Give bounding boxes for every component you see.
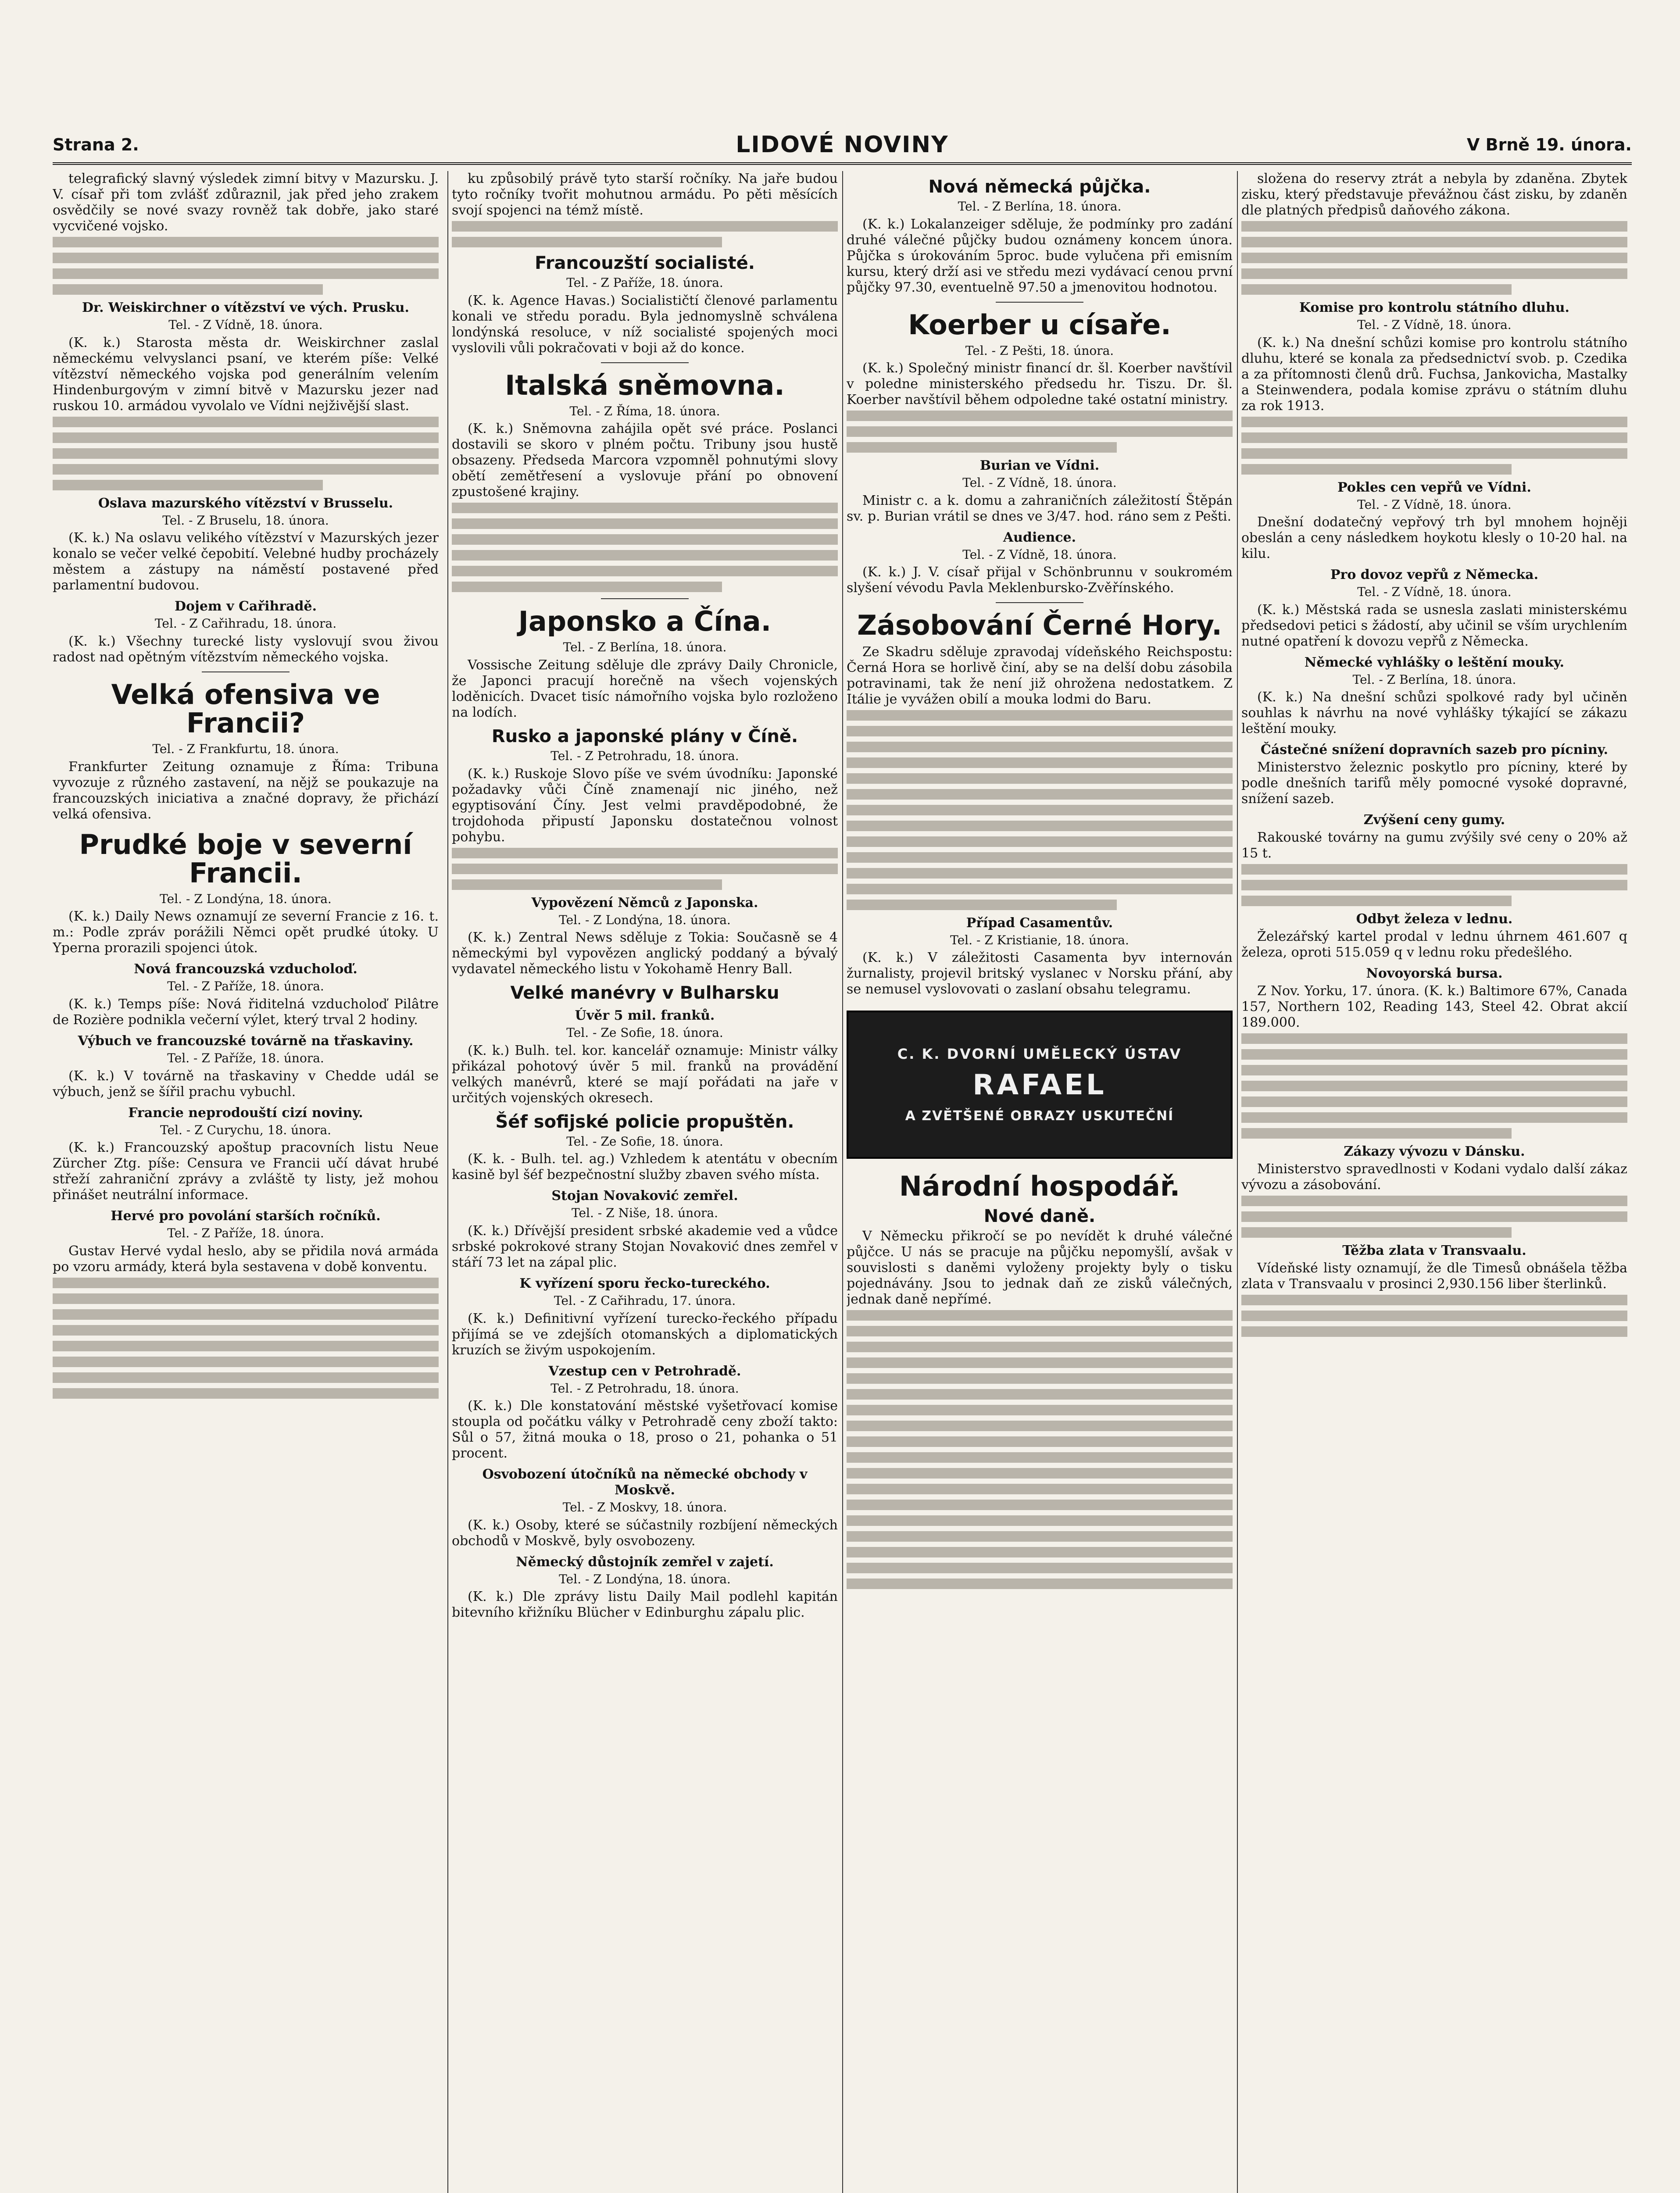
column-1 [53,171,439,2193]
page-number: Strana 2. [53,135,139,154]
article-title: Pokles cen vepřů ve Vídni. [1337,479,1531,495]
article-text: (K. k.) Sněmovna zahájila opět své práce. Poslanci dostavili se skoro v plném počtu. Tribuny jsou hustě obsazeny. Předseda Marcora vzpomněl pohnutými slovy obětí zemětřesení a vyslovuje přání po obnovení zpustošené krajiny. [452,421,838,500]
article-title: Osvobození útočníků na německé obchody v Moskvě. [482,1467,808,1498]
article-title: Těžba zlata v Transvaalu. [1342,1243,1526,1259]
headline: Japonsko a Čína. [518,605,772,638]
dateline: Tel. - Z Vídně, 18. února. [962,475,1117,490]
column-2 [452,171,838,2193]
article-text: (K. k. Agence Havas.) Socialističtí členové parlamentu konali ve středu poradu. Byla jednomyslně schválena londýnská resoluce, v níž socialisté spojených moci vyslovili vůli pokračovati v boji až do konce. [452,293,838,356]
newspaper-title: LIDOVÉ NOVINY [736,132,949,158]
article-text: (K. k.) Francouzský apoštup pracovních listu Neue Zürcher Ztg. píše: Censura ve Francii učí dávat hrubé střeží zahraniční zprávy a zvláště ty listy, jež mohou přinášet neutrální informace. [53,1140,439,1203]
article-text: (K. k.) V továrně na třaskaviny v Chedde udál se výbuch, jenž se šířil prachu vybuchl. [53,1068,439,1100]
article-text: (K. k.) V záležitosti Casamenta byv internován žurnalisty, projevil britský vyslanec v Norsku přání, aby se nemusel vyslovovati o zaslaní obsahu telegramu. [847,950,1233,997]
article-title: Stojan Novaković zemřel. [551,1188,738,1204]
article-text: Dnešní dodatečný vepřový trh byl mnohem hojněji obeslán a ceny následkem hoykotu klesly o 10-20 hal. na kilu. [1241,514,1627,562]
article-title: Francie neprodouští cizí noviny. [128,1105,363,1121]
article-title: Francouzští socialisté. [535,253,755,273]
article-text: (K. k.) Definitivní vyřízení turecko-řeckého případu přijímá se ve zdejších otomanských a diplomatických kruzích se živým uspokojením. [452,1311,838,1358]
article-text: (K. k. - Bulh. tel. ag.) Vzhledem k atentátu v obecním kasině byl šéf bezpečnostní služby zbaven svého místa. [452,1151,838,1183]
article-title: Hervé pro povolání starších ročníků. [111,1208,381,1224]
article-text: (K. k.) Dřívější president srbské akademie ved a vůdce srbské pokrokové strany Stojan Novaković dnes zemřel v stáří 73 let na zápal plic. [452,1223,838,1270]
article-text: (K. k.) Dle zprávy listu Daily Mail podlehl kapitán bitevního křižníku Blücher v Edinburghu zápalu plic. [452,1589,838,1621]
article-title: Odbyt železa v lednu. [1356,911,1513,927]
dateline: Tel. - Z Berlína, 18. února. [563,640,727,655]
article-text: (K. k.) Daily News oznamují ze severní Francie z 16. t. m.: Podle zpráv porážili Němci opět prudké útoky. U Yperna prorazili spojenci útok. [53,909,439,956]
headline: Velká ofensiva ve Francii? [111,678,380,739]
issue-date: V Brně 19. února. [1467,135,1632,154]
article-text: (K. k.) J. V. císař přijal v Schönbrunnu v soukromém slyšení vévodu Pavla Meklenbursko-Zvěřínského. [847,564,1233,596]
dateline: Tel. - Z Bruselu, 18. února. [162,513,329,528]
article-title: Oslava mazurského vítězství v Brusselu. [98,495,393,511]
article-subtitle: Úvěr 5 mil. franků. [575,1008,715,1024]
dateline: Tel. - Z Londýna, 18. února. [559,1572,731,1586]
article-text: (K. k.) Lokalanzeiger sděluje, že podmínky pro zadání druhé válečné půjčky budou oznámeny koncem února. Půjčka s úrokováním 5proc. bude vylučena při emisním kursu, který drží asi ve středu mezi vydávací cenou první půjčky 97.30, eventuelně 97.50 a jmenovitou hodnotou. [847,216,1233,295]
dateline: Tel. - Z Říma, 18. února. [569,404,720,418]
article-title: Zvýšení ceny gumy. [1363,812,1505,828]
article-text: (K. k.) Na oslavu velikého vítězství v Mazurských jezer konalo se večer velké čepobití. Velebné hudby procházely městem a zástupy na náměstí postavené před parlamentní budovou. [53,530,439,593]
article-title: Velké manévry v Bulharsku [510,983,779,1004]
article-text: (K. k.) Společný ministr financí dr. šl. Koerber navštívil v poledne ministerského předsedu hr. Tiszu. Dr. šl. Koerber navštívil během odpoledne také ostatní ministry. [847,361,1233,408]
article-text: Vossische Zeitung sděluje dle zprávy Daily Chronicle, že Japonci pracují horečně na všech vojenských loděnicích. Dvacet tisíc námořního vojska bylo rozloženo na lodích. [452,657,838,720]
article-title: Částečné snížení dopravních sazeb pro pícniny. [1260,742,1609,758]
article-title: Nová francouzská vzducholoď. [134,961,357,977]
dateline: Tel. - Z Paříže, 18. února. [566,275,723,290]
article-title: Rusko a japonské plány v Číně. [491,726,798,746]
dateline: Tel. - Z Vídně, 18. února. [1357,585,1512,600]
dateline: Tel. - Z Vídně, 18. února. [962,547,1117,562]
dateline: Tel. - Z Cařihradu, 18. února. [154,616,337,631]
column-3 [847,171,1233,2193]
article-text: (K. k.) Na dnešní schůzi spolkové rady byl učiněn souhlas k návrhu na nové vyhlášky týkající se zákazu leštění mouky. [1241,689,1627,737]
article-title: Německé vyhlášky o leštění mouky. [1304,654,1565,670]
article-text: Vídeňské listy oznamují, že dle Timesů obnášela těžba zlata v Transvaalu v prosinci 2,930.156 liber šterlinků. [1241,1261,1627,1292]
article-title: Novoyorská bursa. [1366,966,1503,982]
article-text: Gustav Hervé vydal heslo, aby se přidila nová armáda po vzoru armády, která byla sestavena v době konventu. [53,1243,439,1275]
advertisement [847,1011,1233,1159]
article-text: Ministerstvo spravedlnosti v Kodani vydalo další zákaz vývozu a zásobování. [1241,1161,1627,1193]
newspaper-page [53,132,1632,2193]
article-title: Burian ve Vídni. [979,458,1100,474]
dateline: Tel. - Z Frankfurtu, 18. února. [152,741,339,756]
dateline: Tel. - Z Paříže, 18. února. [167,1226,324,1241]
dateline: Tel. - Z Curychu, 18. února. [160,1122,332,1137]
dateline: Tel. - Z Paříže, 18. února. [167,1050,324,1065]
article-text: (K. k.) Starosta města dr. Weiskirchner zaslal německému velvyslanci psaní, ve kterém píše: Velké vítězství německého vojska pod generálním velením Hindenburgovým v zimní bitvě v Mazursku jezer nad ruskou 10. armádou vyvolalo ve Vídni nejživější slast. [53,335,439,414]
headline: Koerber u císaře. [908,308,1171,341]
article-text: (K. k.) Na dnešní schůzi komise pro kontrolu státního dluhu, které se konala za předsednictví svob. p. Czedika a za přítomnosti členů drů. Fuchsa, Jankovicha, Mastalky a Steinwendera, podala komise zprávu o státním dluhu za rok 1913. [1241,335,1627,414]
article-text: telegrafický slavný výsledek zimní bitvy v Mazursku. J. V. císař při tom zvlášť zdůraznil, jak před jeho zrakem osvědčily se nové svazy rovněž tak dobře, jako staré vycvičené vojsko. [53,171,439,234]
article-subtitle: Nové daně. [983,1206,1096,1227]
dateline: Tel. - Z Vídně, 18. února. [1357,497,1512,512]
article-title: Zákazy vývozu v Dánsku. [1344,1144,1525,1160]
article-text: (K. k.) Všechny turecké listy vyslovují svou živou radost nad opětným vítězstvím německého vojska. [53,633,439,665]
article-title: Komise pro kontrolu státního dluhu. [1299,300,1569,315]
article-text: (K. k.) Bulh. tel. kor. kancelář oznamuje: Ministr války přikázal pohotový úvěr 5 mil. franků na provádění velkých manévrů, které se mají pořádati na jaře v určitých vojenských okresech. [452,1043,838,1106]
column-divider [1237,171,1238,2193]
column-divider [842,171,843,2193]
article-text: Ministr c. a k. domu a zahraničních záležitostí Štěpán sv. p. Burian vrátil se dnes ve 3/47. hod. ráno sem z Pešti. [847,493,1233,524]
article-title: Šéf sofijské policie propuštěn. [495,1111,794,1132]
dateline: Tel. - Z Paříže, 18. února. [167,979,324,994]
article-title: Německý důstojník zemřel v zajetí. [516,1554,774,1570]
article-title: Vzestup cen v Petrohradě. [548,1363,741,1379]
article-text: Frankfurter Zeitung oznamuje z Říma: Tribuna vyvozuje z různého zastavení, na nějž se poukazuje na francouzských iniciativa a značné dopravy, že přichází velká ofensiva. [53,759,439,822]
article-title: Výbuch ve francouzské továrně na třaskaviny. [78,1033,414,1049]
dateline: Tel. - Z Niše, 18. února. [571,1206,718,1221]
article-text: Ministerstvo železnic poskytlo pro pícniny, které by podle dnešních tarifů měly pomocné vysoké dopravné, snížení sazeb. [1241,760,1627,807]
headline: Italská sněmovna. [505,369,785,401]
dateline: Tel. - Z Petrohradu, 18. února. [550,748,739,763]
article-text: (K. k.) Městská rada se usnesla zaslati ministerskému předsedovi petici s žádostí, aby učinil se vším urychlením nutné opatření k dovozu vepřů z Německa. [1241,602,1627,649]
article-title: Nová německá půjčka. [928,177,1151,197]
article-text: ku způsobilý právě tyto starší ročníky. Na jaře budou tyto ročníky tvořit mohutnou armádu. Po pěti měsících svojí spojenci na témž místě. [452,171,838,218]
ad-line: C. K. DVORNÍ UMĚLECKÝ ÚSTAV [897,1045,1182,1062]
dateline: Tel. - Z Pešti, 18. února. [965,343,1114,358]
dateline: Tel. - Z Petrohradu, 18. února. [550,1381,739,1396]
article-title: Dojem v Cařihradě. [174,599,317,614]
dateline: Tel. - Z Kristianie, 18. února. [950,932,1129,947]
column-divider [447,171,448,2193]
dateline: Tel. - Z Berlína, 18. února. [958,199,1122,214]
article-text: (K. k.) Ruskoje Slovo píše ve svém úvodníku: Japonské požadavky vůči Číně znamenají nic jiného, než egyptisování Číny. Jest velmi pravděpodobné, že trojdohoda připustí Japonsku dostatečnou volnost pohybu. [452,766,838,845]
article-text: (K. k.) Osoby, které se súčastnily rozbíjení německých obchodů v Moskvě, byly osvobozeny. [452,1517,838,1549]
article-title: Vypovězení Němců z Japonska. [531,895,758,911]
article-text: Rakouské továrny na gumu zvýšily své ceny o 20% až 15 t. [1241,830,1627,861]
article-title: K vyřízení sporu řecko-tureckého. [519,1275,770,1291]
article-text: Železářský kartel prodal v lednu úhrnem 461.607 q železa, oproti 515.059 q v lednu roku předešlého. [1241,929,1627,961]
dateline: Tel. - Z Berlína, 18. února. [1352,672,1516,687]
article-title: Pro dovoz vepřů z Německa. [1330,567,1539,583]
headline: Zásobování Černé Hory. [857,609,1222,642]
article-text: (K. k.) Dle konstatování městské vyšetřovací komise stoupla od počátku války v Petrohradě ceny zboží takto: Sůl o 57, žitná mouka o 18, proso o 21, pohanka o 51 procent. [452,1398,838,1461]
dateline: Tel. - Z Cařihradu, 17. února. [554,1293,736,1308]
dateline: Tel. - Ze Sofie, 18. února. [566,1134,723,1149]
article-text: složena do reservy ztrát a nebyla by zdaněna. Zbytek zisku, který představuje převážnou část zisku, by zdaněn dle platných předpisů daňového zákona. [1241,171,1627,218]
headline: Prudké boje v severní Francii. [79,828,412,889]
article-title: Audience. [1003,529,1076,545]
dateline: Tel. - Z Londýna, 18. února. [160,891,332,906]
ad-line: A ZVĚTŠENÉ OBRAZY USKUTEČNÍ [905,1108,1174,1124]
article-text: Ze Skadru sděluje zpravodaj vídeňského Reichspostu: Černá Hora se horlivě činí, aby se na delší dobu zásobila potravinami, tak že není již ohrožena nedostatkem. Z Itálie je vyvážen obilí a mouka lodmi do Baru. [847,644,1233,707]
dateline: Tel. - Z Moskvy, 18. února. [562,1500,727,1515]
article-title: Případ Casamentův. [966,915,1113,931]
dateline: Tel. - Z Londýna, 18. února. [559,912,731,927]
article-text: Z Nov. Yorku, 17. února. (K. k.) Baltimore 67%, Canada 157, Northern 102, Reading 143, Steel 42. Obrat akcií 189.000. [1241,983,1627,1031]
column-4 [1241,171,1627,2193]
section-headline: Národní hospodář. [899,1170,1180,1203]
article-text: V Německu přikročí se po nevídět k druhé válečné půjčce. U nás se pracuje na půjčku nepomyšlí, avšak v souvislosti s daněmi vyloženy projekty byly o tisku pojednávány. Jsou to jednak daň ze zisků válečných, jednak daně nepřímé. [847,1229,1233,1307]
ad-brand: RAFAEL [972,1068,1107,1101]
article-text: (K. k.) Temps píše: Nová řiditelná vzducholoď Pilâtre de Rozière podnikla večerní výlet, který trval 2 hodiny. [53,996,439,1028]
masthead [53,132,1632,165]
article-title: Dr. Weiskirchner o vítězství ve vých. Prusku. [82,300,409,315]
dateline: Tel. - Ze Sofie, 18. února. [566,1025,723,1040]
dateline: Tel. - Z Vídně, 18. února. [168,318,323,332]
dateline: Tel. - Z Vídně, 18. února. [1357,318,1512,332]
article-text: (K. k.) Zentral News sděluje z Tokia: Současně se 4 německými byl vypovězen anglický poddaný a bývalý vydavatel německého listu v Yokohamě Henry Ball. [452,930,838,977]
